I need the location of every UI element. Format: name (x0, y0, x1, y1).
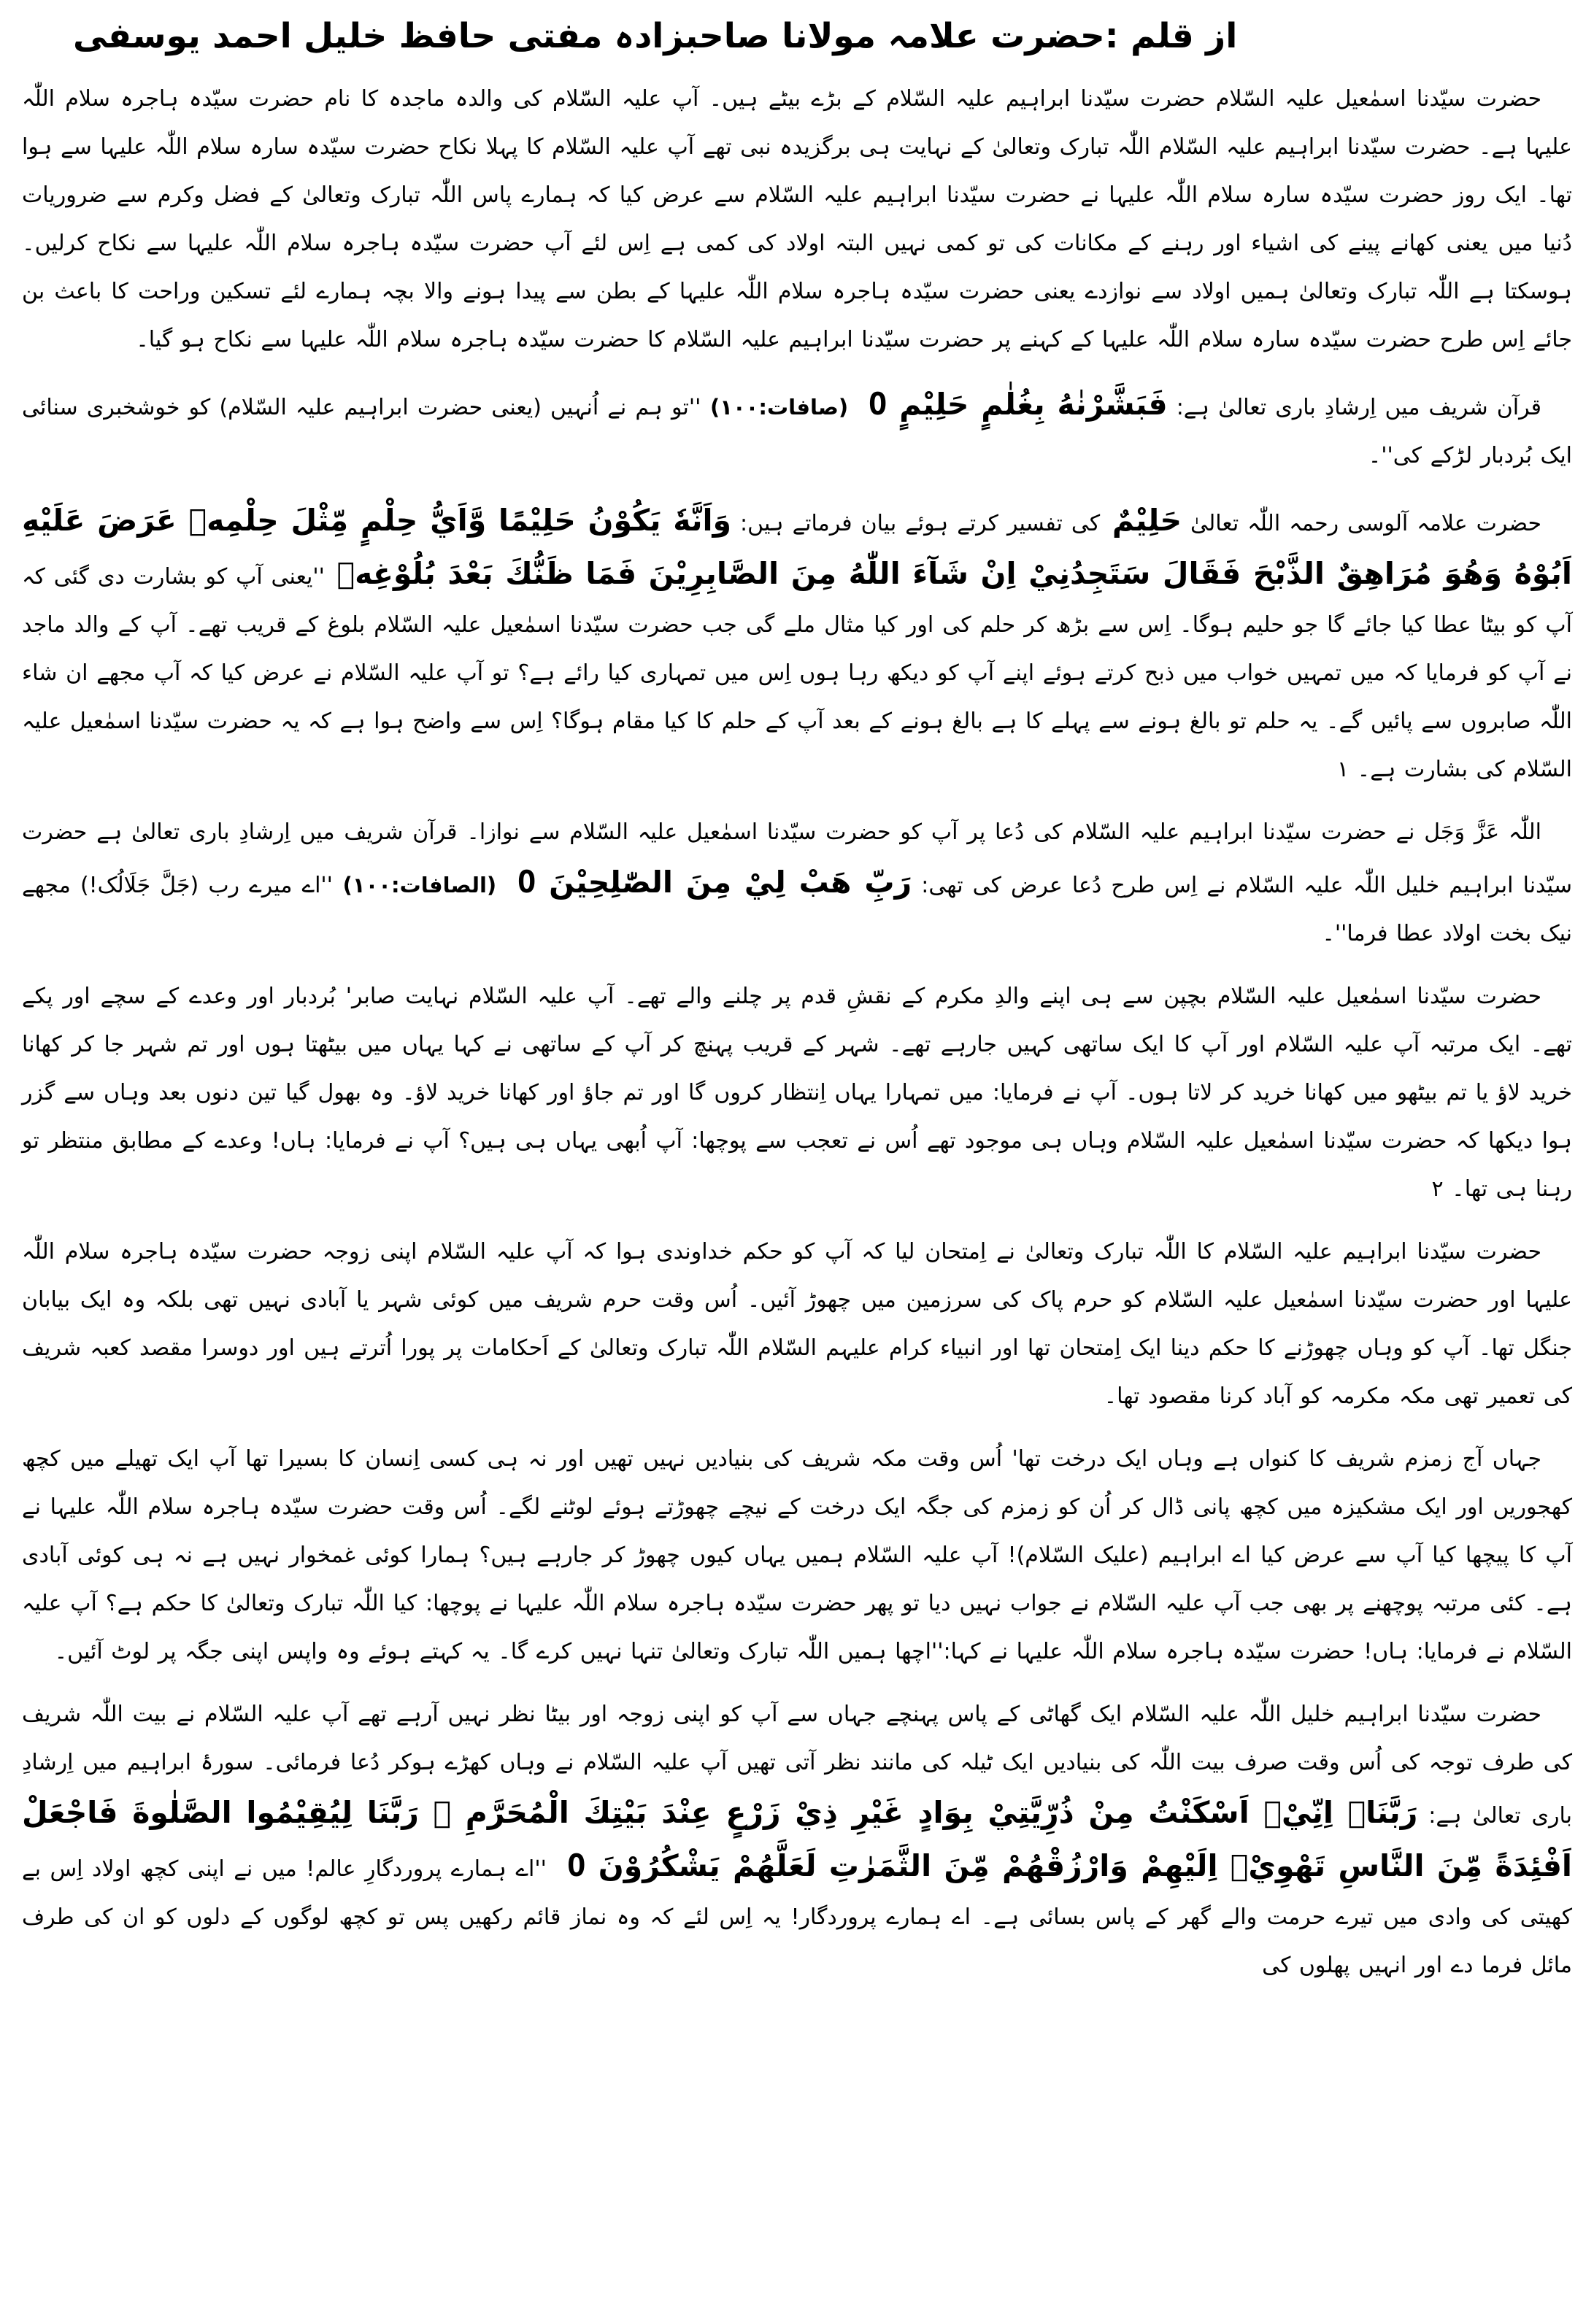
urdu-text: اللّٰہ عَزَّ وَجَل نے حضرت سیّدنا ابراہیم علیہ السّلام کی دُعا پر آپ کو حضرت سیّدنا اسمٰعیل علیہ السّلام سے نوازا۔ قرآن شریف میں اِرشادِ باری تعالیٰ ہے حضرت سیّدنا ابراہیم خلیل اللّٰہ علیہ السّلام نے اِس طرح دُعا عرض کی تھی: (22, 819, 1572, 898)
verse-end-marker: O (496, 864, 536, 900)
paragraph-6 (22, 1228, 1572, 1421)
verse-end-marker: O (848, 386, 888, 422)
verse-end-marker: O (546, 1848, 586, 1883)
urdu-text: ''اے میرے رب (جَلَّ جَلَالُک!) مجھے نیک بخت اولاد عطا فرما''۔ (22, 873, 1572, 946)
verse-reference: (الصافات:۱۰۰) (332, 873, 497, 897)
verse-reference: (صافات:۱۰۰) (701, 395, 849, 420)
urdu-text: کی تفسیر کرتے ہوئے بیان فرماتے ہیں: (731, 511, 1101, 536)
urdu-text: حضرت علامہ آلوسی رحمہ اللّٰہ تعالیٰ (1182, 511, 1542, 536)
byline: از قلم :حضرت علامہ مولانا صاحبزادہ مفتی حافظ خلیل احمد یوسفی (73, 16, 1238, 56)
urdu-text: حضرت سیّدنا ابراہیم خلیل اللّٰہ علیہ السّلام ایک گھاٹی کے پاس پہنچے جہاں سے آپ کو اپنی زوجہ اور بیٹا نظر نہیں آرہے تھے آپ علیہ السّلام نے بیت اللّٰہ شریف کی طرف توجہ کی اُس وقت صرف بیت اللّٰہ کی بنیادیں ایک ٹیلہ کی مانند نظر آتی تھیں آپ علیہ السّلام نے وہاں کھڑے ہوکر دُعا فرمائی۔ سورۂ ابراہیم میں اِرشادِ باری تعالیٰ ہے: (22, 1702, 1572, 1829)
paragraph-4 (22, 808, 1572, 958)
urdu-text: جہاں آج زمزم شریف کا کنواں ہے وہاں ایک درخت تھا' اُس وقت مکہ شریف کی بنیادیں نہیں تھیں اور نہ ہی کسی اِنسان کا بسیرا تھا آپ ایک تھیلے میں کچھ کھجوریں اور ایک مشکیزہ میں کچھ پانی ڈال کر اُن کو زمزم کی جگہ ایک درخت کے نیچے چھوڑتے ہوئے لوٹنے لگے۔ اُس وقت حضرت سیّدہ ہاجرہ سلام اللّٰہ علیہا نے آپ کا پیچھا کیا آپ سے عرض کیا اے ابراہیم (علیک السّلام)! آپ علیہ السّلام ہمیں یہاں کیوں چھوڑ کر جارہے ہیں؟ ہمارا کوئی غمخوار نہیں ہے نہ ہی کوئی آبادی ہے۔ کئی مرتبہ پوچھنے پر بھی جب آپ علیہ السّلام نے جواب نہیں دیا تو پھر حضرت سیّدہ ہاجرہ سلام اللّٰہ علیہا نے پوچھا: کیا اللّٰہ تبارک وتعالیٰ کا حکم ہے؟ آپ علیہ السّلام نے فرمایا: ہاں! حضرت سیّدہ ہاجرہ سلام اللّٰہ علیہا نے کہا:''اچھا ہمیں اللّٰہ تبارک وتعالیٰ تنہا نہیں کرے گا۔ یہ کہتے ہوئے وہ واپس اپنی جگہ پر لوٹ آئیں۔ (22, 1446, 1572, 1664)
paragraph-3 (22, 495, 1572, 794)
paragraph-2 (22, 379, 1572, 480)
paragraph-1 (22, 75, 1572, 364)
urdu-text: حضرت سیّدنا اسمٰعیل علیہ السّلام حضرت سیّدنا ابراہیم علیہ السّلام کے بڑے بیٹے ہیں۔ آپ علیہ السّلام کی والدہ ماجدہ کا نام حضرت سیّدہ ہاجرہ سلام اللّٰہ علیہا ہے۔ حضرت سیّدنا ابراہیم علیہ السّلام اللّٰہ تبارک وتعالیٰ کے نہایت ہی برگزیدہ نبی تھے آپ علیہ السّلام کا پہلا نکاح حضرت سیّدہ سارہ سلام اللّٰہ علیہا سے ہوا تھا۔ ایک روز حضرت سیّدہ سارہ سلام اللّٰہ علیہا نے حضرت سیّدنا ابراہیم علیہ السّلام سے عرض کیا کہ ہمارے پاس اللّٰہ تبارک وتعالیٰ کے فضل وکرم سے ضروریات دُنیا میں یعنی کھانے پینے کی اشیاء اور رہنے کے مکانات کی تو کمی نہیں البتہ اولاد کی کمی ہے اِس لئے آپ حضرت سیّدہ ہاجرہ سلام اللّٰہ علیہا سے نکاح کرلیں۔ ہوسکتا ہے اللّٰہ تبارک وتعالیٰ ہمیں اولاد سے نوازدے یعنی حضرت سیّدہ ہاجرہ سلام اللّٰہ علیہا کے بطن سے پیدا ہونے والا بچہ ہمارے لئے تسکین وراحت کا باعث بن جائے اِس طرح حضرت سیّدہ سارہ سلام اللّٰہ علیہا کے کہنے پر حضرت سیّدنا ابراہیم علیہ السّلام کا حضرت سیّدہ ہاجرہ سلام اللّٰہ علیہا سے نکاح ہو گیا۔ (22, 86, 1572, 352)
urdu-text: قرآن شریف میں اِرشادِ باری تعالیٰ ہے: (1167, 395, 1541, 420)
urdu-text: ''اے ہمارے پروردگارِ عالم! میں نے اپنی کچھ اولاد اِس بے کھیتی کی وادی میں تیرے حرمت والے گھر کے پاس بسائی ہے۔ اے ہمارے پروردگار! یہ اِس لئے کہ وہ نماز قائم رکھیں پس تو کچھ لوگوں کے دلوں کو ان کی طرف مائل فرما دے اور انہیں پھلوں کی (22, 1856, 1572, 1978)
quran-verse-arabic: رَبِّ هَبْ لِيْ مِنَ الصّٰلِحِيْنَ (536, 865, 912, 900)
article-body (22, 75, 1572, 1990)
paragraph-5 (22, 973, 1572, 1213)
paragraph-8 (22, 1691, 1572, 1990)
quran-verse-arabic: فَبَشَّرْنٰهُ بِغُلٰمٍ حَلِيْمٍ (887, 387, 1168, 422)
quran-verse-arabic: حَلِيْمٌ (1100, 503, 1182, 538)
paragraph-7 (22, 1435, 1572, 1676)
urdu-text: ''یعنی آپ کو بشارت دی گئی کہ آپ کو بیٹا عطا کیا جائے گا جو حلیم ہوگا۔ اِس سے بڑھ کر حلم کی اور کیا مثال ملے گی جب حضرت سیّدنا اسمٰعیل علیہ السّلام بلوغ کے قریب تھے۔ آپ کے والد ماجد نے آپ کو فرمایا کہ میں تمہیں خواب میں ذبح کرتے ہوئے اپنے آپ کو دیکھ رہا ہوں اِس میں تمہاری کیا رائے ہے؟ تو آپ علیہ السّلام نے عرض کیا کہ آپ مجھے ان شاء اللّٰہ صابروں سے پائیں گے۔ یہ حلم تو بالغ ہونے سے پہلے کا ہے بالغ ہونے کے بعد آپ کے حلم کا کیا مقام ہوگا؟ اِس سے واضح ہوا ہے کہ یہ حضرت سیّدنا اسمٰعیل علیہ السّلام کی بشارت ہے۔ ۱ (22, 564, 1572, 782)
urdu-text: حضرت سیّدنا ابراہیم علیہ السّلام کا اللّٰہ تبارک وتعالیٰ نے اِمتحان لیا کہ آپ کو حکم خداوندی ہوا کہ آپ علیہ السّلام اپنی زوجہ حضرت سیّدہ ہاجرہ سلام اللّٰہ علیہا اور حضرت سیّدنا اسمٰعیل علیہ السّلام کو حرم پاک کی سرزمین میں چھوڑ آئیں۔ اُس وقت حرم شریف میں کوئی شہر یا آبادی نہیں تھی بلکہ وہ ایک بیابان جنگل تھا۔ آپ کو وہاں چھوڑنے کا حکم دینا ایک اِمتحان تھا اور انبیاء کرام علیہم السّلام اللّٰہ تبارک وتعالیٰ کے اَحکامات پر پورا اُترتے ہیں اور دوسرا مقصد کعبہ شریف کی تعمیر تھی مکہ مکرمہ کو آباد کرنا مقصود تھا۔ (22, 1239, 1572, 1409)
quran-verse-arabic: وَاَنَّهٗ يَكُوْنُ حَلِيْمًا وَّاَيُّ حِلْمٍ مِّثْلَ حِلْمِهٖ عَرَضَ عَلَيْهِ اَبُوْهُ وَهُوَ مُرَاهِقٌ الذَّبْحَ فَقَالَ سَتَجِدُنِيْ اِنْ شَآءَ اللّٰهُ مِنَ الصَّابِرِيْنَ فَمَا ظَنُّكَ بَعْدَ بُلُوْغِهٖ (22, 503, 1572, 591)
urdu-text: حضرت سیّدنا اسمٰعیل علیہ السّلام بچپن سے ہی اپنے والدِ مکرم کے نقشِ قدم پر چلنے والے تھے۔ آپ علیہ السّلام نہایت صابر' بُردبار اور وعدے کے سچے اور پکے تھے۔ ایک مرتبہ آپ علیہ السّلام اور آپ کا ایک ساتھی کہیں جارہے تھے۔ شہر کے قریب پہنچ کر آپ کے ساتھی نے کہا یہاں میں بیٹھتا ہوں اور تم شہر جا کر کھانا خرید لاؤ یا تم بیٹھو میں کھانا خرید کر لاتا ہوں۔ آپ نے فرمایا: میں تمہارا یہاں اِنتظار کروں گا اور تم جاؤ اور کھانا خرید لاؤ۔ وہ بھول گیا تین دنوں بعد وہاں سے گزر ہوا دیکھا کہ حضرت سیّدنا اسمٰعیل علیہ السّلام وہاں ہی موجود تھے اُس نے تعجب سے پوچھا: آپ اُبھی یہاں ہی ہیں؟ آپ نے فرمایا: ہاں! وعدے کے مطابق منتظر تو رہنا ہی تھا۔ ۲ (22, 984, 1572, 1202)
quran-verse-arabic: رَبَّنَاۤ اِنِّيْۤ اَسْكَنْتُ مِنْ ذُرِّيَّتِيْ بِوَادٍ غَيْرِ ذِيْ زَرْعٍ عِنْدَ بَيْتِكَ الْمُحَرَّمِ ۙ رَبَّنَا لِيُقِيْمُوا الصَّلٰوةَ فَاجْعَلْ اَفْئِدَةً مِّنَ النَّاسِ تَهْوِيْۤ اِلَيْهِمْ وَارْزُقْهُمْ مِّنَ الثَّمَرٰتِ لَعَلَّهُمْ يَشْكُرُوْنَ (22, 1795, 1572, 1883)
urdu-text: ''تو ہم نے اُنہیں (یعنی حضرت ابراہیم علیہ السّلام) کو خوشخبری سنائی ایک بُردبار لڑکے کی''۔ (22, 395, 1572, 468)
